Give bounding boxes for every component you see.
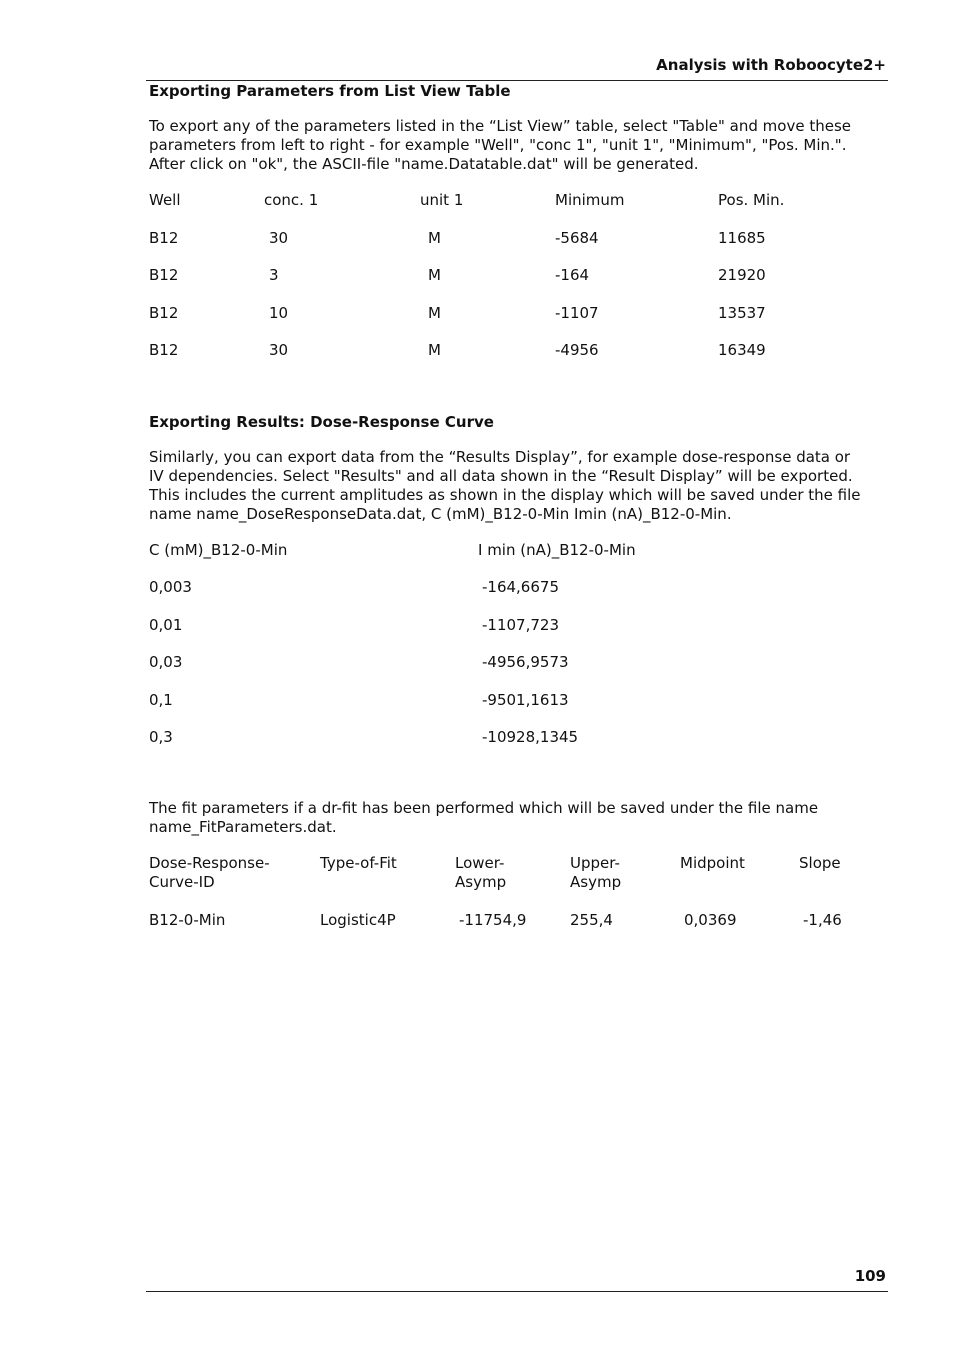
table-cell: -1,46 [803, 911, 842, 929]
table-header-cell: Curve-ID [149, 873, 215, 891]
paragraph-line: parameters from left to right - for example "Well", "conc 1", "unit 1", "Minimum", "Pos. Min.". [149, 136, 847, 154]
table-cell: -5684 [555, 229, 599, 247]
paragraph-dose-response [149, 448, 879, 524]
paragraph-line: After click on "ok", the ASCII-file "name.Datatable.dat" will be generated. [149, 155, 699, 173]
table-cell: -4956,9573 [482, 653, 569, 671]
page-number: 109 [854, 1267, 886, 1285]
table-cell: 0,003 [149, 578, 192, 596]
table-header-cell: Midpoint [680, 854, 745, 872]
table-cell: 10 [269, 304, 289, 322]
paragraph-line: This includes the current amplitudes as shown in the display which will be saved under the file [149, 486, 861, 504]
table-cell: 30 [269, 341, 289, 359]
table-cell: 30 [269, 229, 289, 247]
table-header-cell: Pos. Min. [718, 191, 785, 209]
table-header-cell: Slope [799, 854, 841, 872]
table-cell: M [428, 341, 441, 359]
table-header-cell: Asymp [455, 873, 507, 891]
table-cell: Logistic4P [320, 911, 396, 929]
table-header-cell: Type-of-Fit [320, 854, 397, 872]
table-cell: -1107,723 [482, 616, 559, 634]
table-header-cell: Asymp [570, 873, 622, 891]
table-header-cell: C (mM)_B12-0-Min [149, 541, 288, 559]
table-cell: -10928,1345 [482, 728, 579, 746]
paragraph-line: The fit parameters if a dr-fit has been performed which will be saved under the file name [149, 799, 819, 817]
table-cell: -164,6675 [482, 578, 559, 596]
running-header: Analysis with Roboocyte2+ [656, 56, 886, 74]
paragraph-line: IV dependencies. Select "Results" and all data shown in the “Result Display” will be exported. [149, 467, 853, 485]
table-cell: 0,0369 [684, 911, 737, 929]
table-cell: 0,03 [149, 653, 183, 671]
paragraph-fit-parameters [149, 799, 879, 837]
header-rule [146, 80, 888, 81]
table-cell: -164 [555, 266, 590, 284]
table-header-cell: unit 1 [420, 191, 464, 209]
table-cell: 16349 [718, 341, 766, 359]
paragraph-line: Similarly, you can export data from the “Results Display”, for example dose-response data or [149, 448, 851, 466]
table-cell: M [428, 229, 441, 247]
table-header-cell: I min (nA)_B12-0-Min [478, 541, 636, 559]
table-cell: B12 [149, 266, 179, 284]
paragraph-line: name_FitParameters.dat. [149, 818, 337, 836]
table-cell: 0,3 [149, 728, 173, 746]
table-cell: 0,01 [149, 616, 183, 634]
table-cell: M [428, 266, 441, 284]
paragraph-list-view [149, 117, 879, 174]
table-header-cell: Lower- [455, 854, 505, 872]
table-header-cell: conc. 1 [264, 191, 319, 209]
paragraph-line: To export any of the parameters listed in the “List View” table, select "Table" and move these [149, 117, 851, 135]
table-cell: -11754,9 [459, 911, 527, 929]
table-header-cell: Well [149, 191, 181, 209]
table-cell: 13537 [718, 304, 766, 322]
table-cell: 255,4 [570, 911, 613, 929]
section-heading-dose-response: Exporting Results: Dose-Response Curve [149, 413, 494, 431]
table-cell: 3 [269, 266, 279, 284]
footer-rule [146, 1291, 888, 1292]
table-cell: B12 [149, 341, 179, 359]
table-cell: M [428, 304, 441, 322]
table-cell: B12 [149, 304, 179, 322]
section-heading-list-view: Exporting Parameters from List View Table [149, 82, 511, 100]
table-cell: 0,1 [149, 691, 173, 709]
table-header-cell: Minimum [555, 191, 625, 209]
table-cell: -1107 [555, 304, 599, 322]
table-header-cell: Upper- [570, 854, 620, 872]
table-cell: B12-0-Min [149, 911, 226, 929]
table-header-cell: Dose-Response- [149, 854, 270, 872]
table-cell: B12 [149, 229, 179, 247]
table-cell: -9501,1613 [482, 691, 569, 709]
table-cell: 11685 [718, 229, 766, 247]
paragraph-line: name name_DoseResponseData.dat, C (mM)_B12-0-Min Imin (nA)_B12-0-Min. [149, 505, 732, 523]
table-cell: -4956 [555, 341, 599, 359]
table-cell: 21920 [718, 266, 766, 284]
